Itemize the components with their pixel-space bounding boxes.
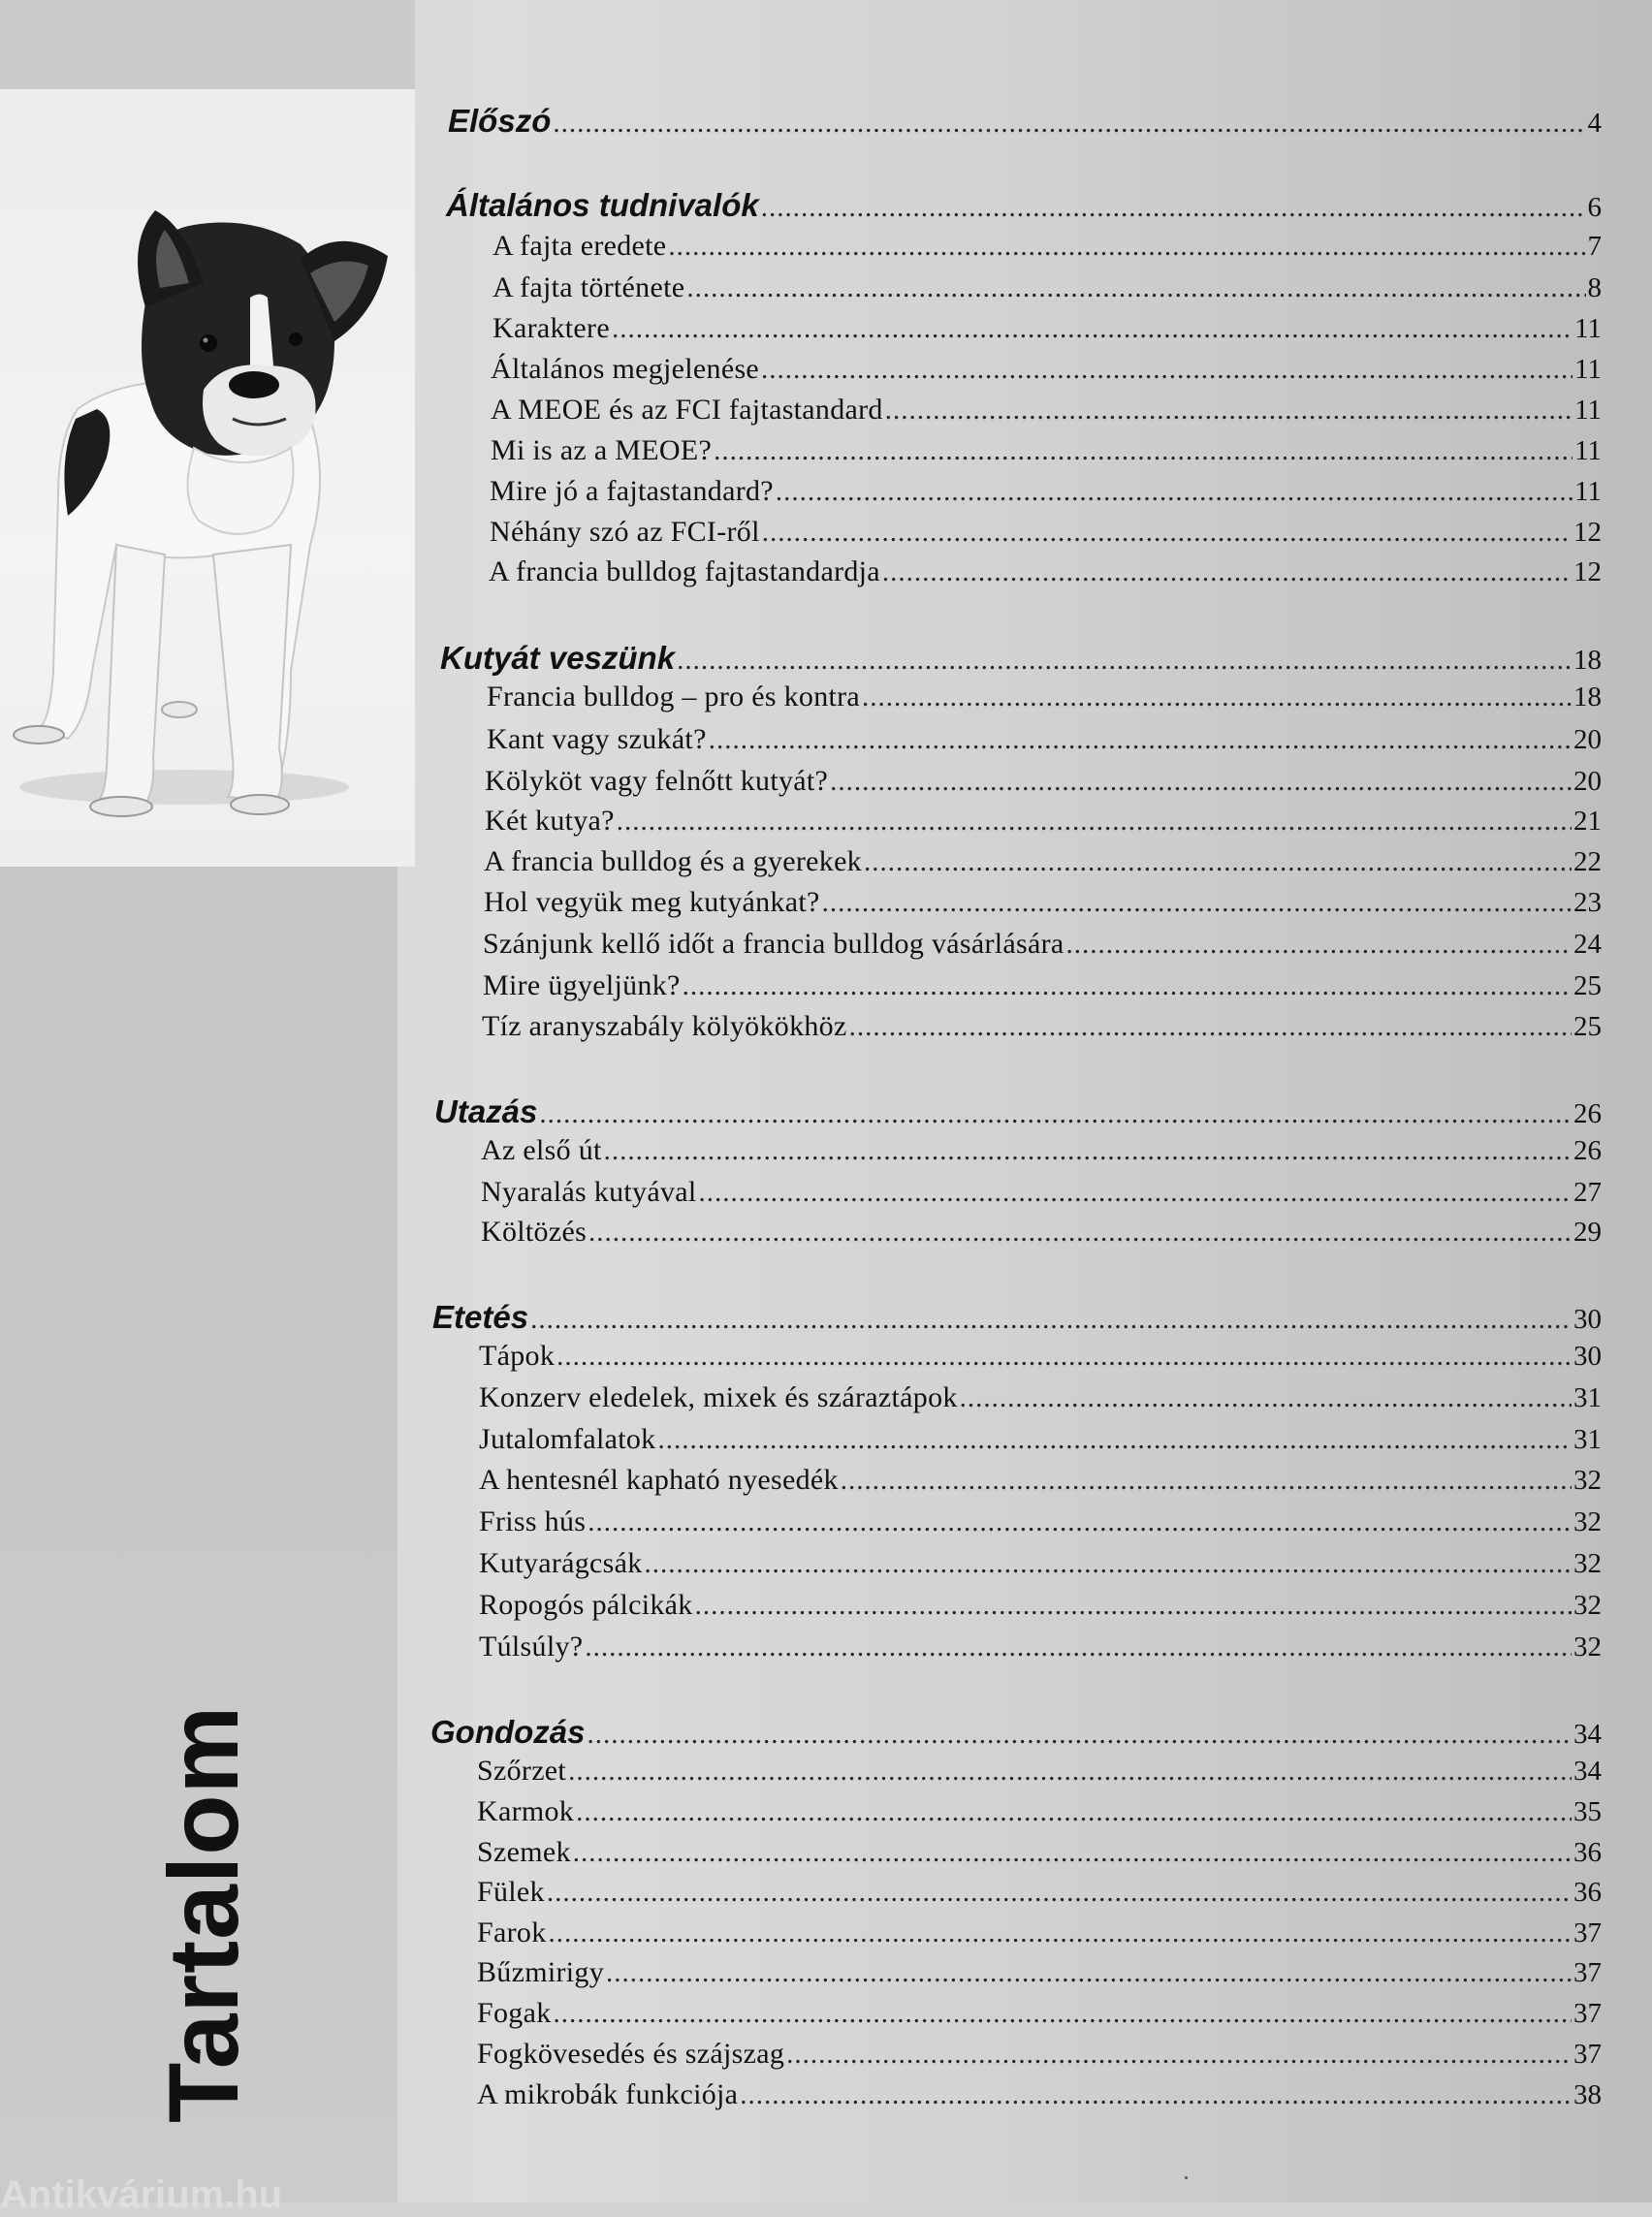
- toc-leader-dots: [677, 645, 1572, 677]
- toc-leader-dots: [686, 272, 1585, 304]
- toc-entry: [477, 1997, 1602, 2030]
- toc-leader-dots: [885, 395, 1573, 427]
- toc-entry: [487, 681, 1602, 713]
- toc-label: Szőrzet: [477, 1755, 567, 1787]
- toc-entry: [483, 928, 1602, 961]
- toc-section: [434, 1093, 1602, 1130]
- toc-section: [446, 187, 1602, 224]
- toc-entry: [477, 1836, 1602, 1869]
- toc-leader-dots: [568, 1756, 1572, 1788]
- toc-entry: [477, 1755, 1602, 1788]
- toc-entry: [483, 969, 1602, 1002]
- toc-label: Az első út: [481, 1134, 602, 1166]
- toc-section: [430, 1714, 1602, 1751]
- toc-label: Etetés: [432, 1299, 529, 1335]
- dust-speck: [1185, 2176, 1188, 2179]
- toc-section: [440, 640, 1602, 677]
- toc-label: Tíz aranyszabály kölyökökhöz: [482, 1010, 847, 1042]
- toc-entry: [479, 1505, 1602, 1538]
- toc-label: A francia bulldog és a gyerekek: [484, 845, 862, 877]
- toc-entry: [491, 353, 1602, 386]
- toc-page-number: 25: [1573, 970, 1602, 1001]
- toc-page-number: 32: [1573, 1548, 1602, 1579]
- toc-section: [432, 1299, 1602, 1336]
- toc-page-number: 32: [1573, 1465, 1602, 1496]
- toc-label: Általános megjelenése: [491, 353, 760, 385]
- toc-label: Jutalomfalatok: [479, 1423, 656, 1455]
- toc-page-number: 30: [1573, 1304, 1602, 1335]
- toc-page-number: 38: [1573, 2079, 1602, 2110]
- toc-entry: [479, 1381, 1602, 1414]
- toc-label: Gondozás: [430, 1714, 586, 1750]
- toc-page-number: 32: [1573, 1590, 1602, 1621]
- toc-page-number: 6: [1587, 192, 1602, 223]
- toc-leader-dots: [553, 108, 1585, 140]
- toc-leader-dots: [761, 192, 1586, 224]
- toc-entry: [479, 1464, 1602, 1497]
- toc-page-number: 4: [1587, 108, 1602, 139]
- toc-label: Néhány szó az FCI-ről: [490, 516, 760, 548]
- toc-label: Fülek: [477, 1876, 545, 1908]
- toc-leader-dots: [573, 1837, 1572, 1869]
- toc-entry: [477, 1876, 1602, 1909]
- toc-leader-dots: [862, 681, 1572, 713]
- toc-entry: [477, 1795, 1602, 1828]
- toc-leader-dots: [604, 1135, 1572, 1167]
- toc-entry: [484, 845, 1602, 878]
- toc-label: Szánjunk kellő időt a francia bulldog vásárlására: [483, 928, 1064, 960]
- toc-leader-dots: [709, 724, 1572, 756]
- toc-page-number: 27: [1573, 1177, 1602, 1208]
- toc-leader-dots: [740, 2079, 1572, 2111]
- toc-leader-dots: [588, 1506, 1572, 1538]
- toc-page-number: 12: [1573, 556, 1602, 587]
- toc-leader-dots: [585, 1631, 1572, 1663]
- toc-page-number: 11: [1574, 435, 1602, 466]
- toc-leader-dots: [588, 1217, 1572, 1249]
- toc-label: Fogkövesedés és szájszag: [477, 2038, 785, 2070]
- toc-label: Nyaralás kutyával: [481, 1176, 697, 1208]
- toc-entry: [485, 805, 1602, 838]
- toc-entry: [492, 312, 1602, 345]
- toc-entry: [477, 1956, 1602, 1989]
- toc-label: A hentesnél kapható nyesedék: [479, 1464, 839, 1496]
- toc-label: Kutyát veszünk: [440, 640, 676, 676]
- toc-label: Kutyarágcsák: [479, 1547, 643, 1579]
- toc-page-number: 29: [1573, 1217, 1602, 1248]
- toc-entry: [477, 2078, 1602, 2111]
- toc-page-number: 21: [1573, 806, 1602, 837]
- toc-entry: [479, 1631, 1602, 1663]
- toc-entry: [490, 475, 1602, 508]
- toc-entry: [491, 394, 1602, 427]
- toc-leader-dots: [576, 1796, 1572, 1828]
- toc-label: Általános tudnivalók: [446, 187, 759, 223]
- toc-label: Kölyköt vagy felnőtt kutyát?: [485, 765, 829, 797]
- toc-leader-dots: [761, 354, 1573, 386]
- toc-leader-dots: [841, 1465, 1572, 1497]
- toc-page-number: 18: [1573, 681, 1602, 713]
- toc-entry: [479, 1547, 1602, 1580]
- toc-label: Farok: [477, 1916, 547, 1948]
- toc-leader-dots: [822, 887, 1572, 919]
- toc-leader-dots: [549, 1917, 1573, 1949]
- toc-entry: [492, 230, 1602, 263]
- toc-leader-dots: [588, 1719, 1572, 1751]
- toc-leader-dots: [695, 1590, 1572, 1622]
- toc-page-number: 32: [1573, 1506, 1602, 1537]
- toc-entry: [477, 2038, 1602, 2071]
- toc-page-number: 7: [1587, 231, 1602, 262]
- toc-leader-dots: [714, 435, 1573, 467]
- toc-label: Fogak: [477, 1997, 552, 2029]
- toc-leader-dots: [658, 1424, 1573, 1456]
- toc-page-number: 31: [1573, 1424, 1602, 1455]
- toc-page-number: 18: [1573, 645, 1602, 676]
- toc-page-number: 25: [1573, 1011, 1602, 1042]
- toc-label: A MEOE és az FCI fajtastandard: [491, 394, 883, 426]
- toc-label: Mire jó a fajtastandard?: [490, 475, 774, 507]
- toc-label: A fajta története: [492, 271, 685, 303]
- toc-label: A mikrobák funkciója: [477, 2078, 739, 2110]
- toc-leader-dots: [612, 313, 1573, 345]
- toc-label: A francia bulldog fajtastandardja: [489, 555, 880, 587]
- toc-page-number: 37: [1573, 2039, 1602, 2070]
- toc-page-number: 36: [1573, 1837, 1602, 1868]
- toc-page-number: 23: [1573, 887, 1602, 918]
- toc-label: Hol vegyük meg kutyánkat?: [484, 886, 820, 918]
- toc-label: Tápok: [479, 1340, 556, 1372]
- toc-entry: [489, 555, 1602, 588]
- toc-leader-dots: [539, 1098, 1572, 1130]
- toc-page-number: 35: [1573, 1796, 1602, 1827]
- toc-entry: [481, 1134, 1602, 1167]
- toc-page-number: 20: [1573, 766, 1602, 797]
- toc-leader-dots: [1066, 929, 1573, 961]
- toc-leader-dots: [849, 1011, 1572, 1043]
- toc-label: Mi is az a MEOE?: [491, 434, 713, 466]
- toc-label: Kant vagy szukát?: [487, 723, 707, 755]
- toc-entry: [479, 1340, 1602, 1373]
- toc-entry: [481, 1216, 1602, 1249]
- toc-entry: [479, 1589, 1602, 1622]
- toc-page-number: 26: [1573, 1098, 1602, 1129]
- toc-label: Két kutya?: [485, 805, 615, 837]
- toc-leader-dots: [606, 1957, 1572, 1989]
- toc-label: Karaktere: [492, 312, 610, 344]
- toc-entry: [477, 1916, 1602, 1949]
- toc-entry: [482, 1010, 1602, 1043]
- toc-leader-dots: [960, 1382, 1572, 1414]
- toc-leader-dots: [530, 1304, 1572, 1336]
- toc-entry: [490, 516, 1602, 549]
- toc-label: Bűzmirigy: [477, 1956, 605, 1988]
- toc-page-number: 22: [1573, 846, 1602, 877]
- toc-leader-dots: [547, 1877, 1572, 1909]
- toc-label: Ropogós pálcikák: [479, 1589, 693, 1621]
- toc-page-number: 36: [1573, 1877, 1602, 1908]
- toc-page-number: 37: [1573, 1998, 1602, 2029]
- toc-page-number: 24: [1573, 929, 1602, 960]
- toc-page-number: 11: [1574, 313, 1602, 344]
- toc-entry: [479, 1423, 1602, 1456]
- toc-page-number: 20: [1573, 724, 1602, 755]
- toc-label: Karmok: [477, 1795, 575, 1827]
- toc-page-number: 26: [1573, 1135, 1602, 1166]
- watermark: Antikvárium.hu: [0, 2173, 283, 2216]
- toc-label: Szemek: [477, 1836, 571, 1868]
- toc-leader-dots: [776, 476, 1573, 508]
- toc-page-number: 11: [1574, 395, 1602, 426]
- toc-label: Előszó: [448, 103, 552, 139]
- toc-page-number: 34: [1573, 1719, 1602, 1750]
- toc-label: Túlsúly?: [479, 1631, 584, 1663]
- toc-page-number: 11: [1574, 476, 1602, 507]
- toc-label: Francia bulldog – pro és kontra: [487, 681, 861, 713]
- toc-leader-dots: [882, 556, 1572, 588]
- toc-page-number: 12: [1573, 517, 1602, 548]
- toc-entry: [492, 271, 1602, 304]
- toc-leader-dots: [668, 231, 1585, 263]
- toc-page-number: 34: [1573, 1756, 1602, 1787]
- toc-leader-dots: [554, 1998, 1573, 2030]
- toc-page-number: 11: [1574, 354, 1602, 385]
- toc-label: Költözés: [481, 1216, 588, 1248]
- toc-page-number: 37: [1573, 1957, 1602, 1988]
- toc-page-number: 37: [1573, 1917, 1602, 1948]
- toc-label: Konzerv eledelek, mixek és száraztápok: [479, 1381, 958, 1413]
- toc-page-number: 32: [1573, 1631, 1602, 1663]
- toc-leader-dots: [683, 970, 1572, 1002]
- toc-leader-dots: [699, 1177, 1572, 1209]
- toc-entry: [485, 765, 1602, 798]
- toc-entry: [491, 434, 1602, 467]
- toc-leader-dots: [864, 846, 1572, 878]
- toc-label: A fajta eredete: [492, 230, 667, 262]
- toc-leader-dots: [762, 517, 1572, 549]
- toc-entry: [484, 886, 1602, 919]
- toc-leader-dots: [645, 1548, 1572, 1580]
- toc-page-number: 30: [1573, 1341, 1602, 1372]
- toc-label: Utazás: [434, 1093, 538, 1129]
- toc-leader-dots: [786, 2039, 1572, 2071]
- toc-section: [448, 103, 1602, 140]
- toc-leader-dots: [556, 1341, 1572, 1373]
- toc-entry: [487, 723, 1602, 756]
- toc-label: Friss hús: [479, 1505, 587, 1537]
- toc-leader-dots: [830, 766, 1572, 798]
- toc-page-number: 31: [1573, 1382, 1602, 1413]
- sidebar-title: Tartalom: [148, 1704, 259, 2123]
- toc-page-number: 8: [1587, 272, 1602, 303]
- toc-leader-dots: [617, 806, 1572, 838]
- toc-entry: [481, 1176, 1602, 1209]
- toc-label: Mire ügyeljünk?: [483, 969, 681, 1001]
